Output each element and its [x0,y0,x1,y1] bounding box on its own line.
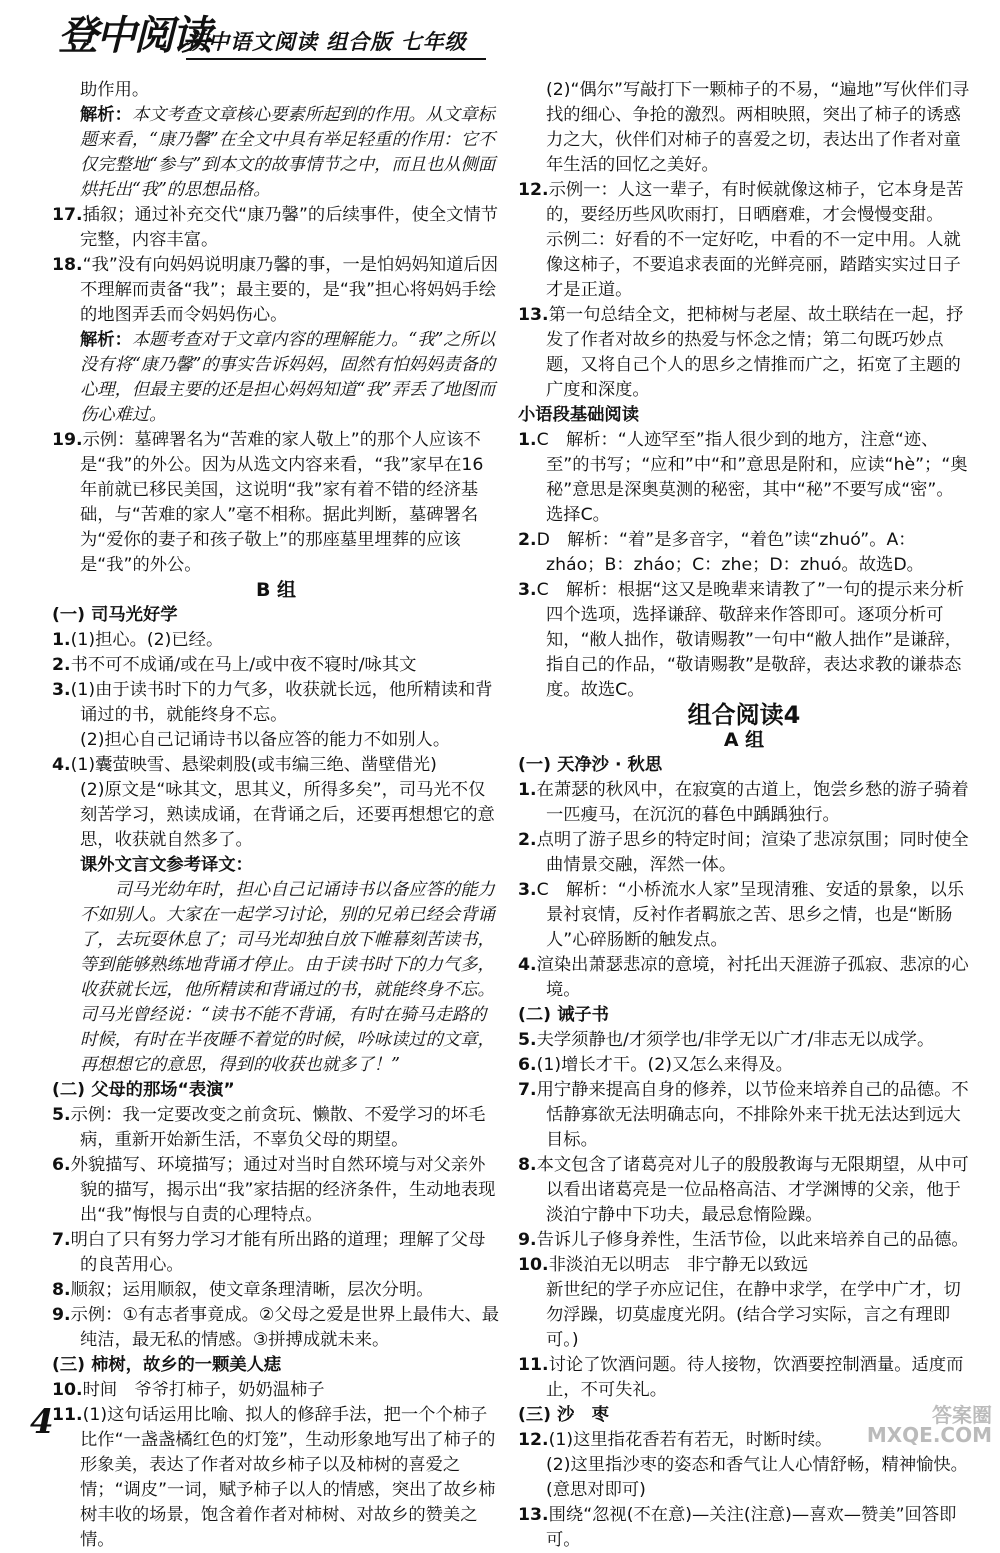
text: 第一句总结全文，把柿树与老屋、故土联结在一起，抒发了作者对故乡的热爱与怀念之情；第二句既巧妙点题，又将自己个人的思乡之情推而广之，拓宽了主题的广度和深度。 [546,305,964,400]
question-number: 3. [52,680,71,700]
section-heading [52,603,500,628]
text: 渲染出萧瑟悲凉的意境，衬托出天涯游子孤寂、悲凉的心境。 [536,955,969,1000]
text: (三) 柿树，故乡的一颗美人痣 [52,1355,282,1375]
question-answer [518,828,970,878]
question-number: 1. [52,630,71,650]
question-answer [52,678,500,728]
text: (一) 司马光好学 [52,605,178,625]
question-answer [518,953,970,1003]
question-number: 5. [518,1030,537,1050]
text: 本文包含了诸葛亮对儿子的殷殷教诲与无限期望，从中可以看出诸葛亮是一位品格高洁、才学渊博的父亲，他于淡泊宁静中下功夫，最忌怠惰险躁。 [536,1155,969,1225]
text: 本题考查对于文章内容的理解能力。“我”之所以没有将“康乃馨”的事实告诉妈妈，固然有怕妈妈责备的心理，但最主要的还是担心妈妈知道“我”弄丢了地图而伤心难过。 [80,330,496,425]
text: (1)这里指花香若有若无，时断时续。 [548,1430,833,1450]
text: (1)囊萤映雪、悬梁刺股(或韦编三绝、凿壁借光) [70,755,437,775]
text: 示例：我一定要改变之前贪玩、懒散、不爱学习的坏毛病，重新开始新生活，不辜负父母的期望。 [70,1105,486,1150]
text: (2)担心自己记诵诗书以备应答的能力不如别人。 [80,730,451,750]
answer-continuation [518,78,970,178]
text: “我”没有向妈妈说明康乃馨的事，一是怕妈妈知道后因不理解而责备“我”；最主要的，是“我”担心将妈妈手绘的地图弄丢而令妈妈伤心。 [80,255,499,325]
text: 插叙；通过补充交代“康乃馨”的后续事件，使全文情节完整，内容丰富。 [80,205,499,250]
text: (1)由于读书时下的力气多，收获就长远，他所精读和背诵过的书，就能终身不忘。 [70,680,493,725]
page-header [58,10,958,68]
text: (2)这里指沙枣的姿态和香气让人心情舒畅，精神愉快。(意思对即可) [546,1455,968,1500]
text: 明白了只有努力学习才能有所出路的道理；理解了父母的良苦用心。 [70,1230,486,1275]
translation-heading [52,853,500,878]
question-answer [518,778,970,828]
text: (二) 诫子书 [518,1005,609,1025]
section-heading [518,1003,970,1028]
question-answer [518,1153,970,1228]
book-title: 初中语文阅读 组合版 七年级 [186,29,467,54]
translation-text [52,878,500,1078]
text: 示例一：人这一辈子，有时候就像这柿子，它本身是苦的，要经历些风吹雨打，日晒磨难，才会慢慢变甜。 [546,180,964,225]
question-answer [52,253,500,328]
text: D 解析：“着”是多音字，“着色”读“zhuó”。A：zháo；B：zháo；C：zhe；D：zhuó。故选D。 [536,530,924,575]
text: 夫学须静也/才须学也/非学无以广才/非志无以成学。 [536,1030,935,1050]
right-column [518,78,970,1553]
question-answer [52,1228,500,1278]
question-number: 13. [518,1505,549,1525]
question-answer [518,578,970,703]
text: 司马光幼年时，担心自己记诵诗书以备应答的能力不如别人。大家在一起学习讨论，别的兄弟已经会背诵了，去玩耍休息了；司马光却独自放下帷幕刻苦读书，等到能够熟练地背诵才停止。由于读书时下的力气多，收获就长远，他所精读和背诵过的书，就能终身不忘。司马光曾经说：“读书不能不背诵，有时在骑马走路的时候，有时在半夜睡不着觉的时候，吟咏读过的文章，再想想它的意思，得到的收获也就多了！” [80,880,495,1075]
header-rule [186,58,486,60]
text: (2)原文是“咏其文，思其义，所得多矣”，司马光不仅刻苦学习，熟读成诵，在背诵之后，还要再想想它的意思，收获就自然多了。 [80,780,495,850]
question-number: 3. [518,880,537,900]
question-number: 11. [518,1355,549,1375]
text: (1)担心。(2)已经。 [70,630,224,650]
question-answer [518,303,970,403]
text: 课外文言文参考译文： [80,855,253,875]
text: 在萧瑟的秋风中，在寂寞的古道上，饱尝乡愁的游子骑着一匹瘦马，在沉沉的暮色中踽踽独行。 [536,780,969,825]
question-answer [518,528,970,578]
watermark [867,1405,992,1445]
text: 告诉儿子修身养性，生活节俭，以此来培养自己的品德。 [536,1230,969,1250]
question-number: 6. [52,1155,71,1175]
text: 讨论了饮酒问题。待人接物，饮酒要控制酒量。适度而止，不可失礼。 [546,1355,964,1400]
text: C 解析：“人迹罕至”指人很少到的地方，注意“迹、至”的书写；“应和”中“和”意思是附和，应读“hè”；“奥秘”意思是深奥莫测的秘密，其中“秘”不要写成“密”。选择C。 [536,430,968,525]
section-heading [518,753,970,778]
question-answer [52,753,500,778]
left-column [52,78,500,1553]
text: 示例二：好看的不一定好吃，中看的不一定中用。人就像这柿子，不要追求表面的光鲜亮丽，踏踏实实过日子才是正道。 [546,230,961,300]
question-number: 17. [52,205,83,225]
text: 示例：墓碑署名为“苦难的家人敬上”的那个人应该不是“我”的外公。因为从选文内容来看，“我”家早在16年前就已移民美国，这说明“我”家有着不错的经济基础，与“苦难的家人”毫不相称。据此判断，墓碑署名为“爱你的妻子和孩子敬上”的那座墓里埋葬的应该是“我”的外公。 [80,430,484,575]
question-answer [52,1403,500,1553]
question-number: 8. [52,1280,71,1300]
text: 时间 爷爷打柿子，奶奶温柿子 [82,1380,325,1400]
text: 新世纪的学子亦应记住，在静中求学，在学中广才，切勿浮躁，切莫虚度光阴。(结合学习实际，言之有理即可。) [546,1280,961,1350]
text: 示例：①有志者事竟成。②父母之爱是世界上最伟大、最纯洁，最无私的情感。③拼搏成就未来。 [70,1305,500,1350]
question-answer [52,653,500,678]
text: (2)“偶尔”写敲打下一颗柿子的不易，“遍地”写伙伴们寻找的细心、争抢的激烈。两相映照，突出了柿子的诱惑力之大，伙伴们对柿子的喜爱之切，表达出了作者对童年生活的回忆之美好。 [546,80,970,175]
question-answer [52,1378,500,1403]
question-answer [518,1253,970,1278]
text: C 解析：“小桥流水人家”呈现清雅、安适的景象，以乐景衬哀情，反衬作者羁旅之苦、思乡之情，也是“断肠人”心碎肠断的触发点。 [536,880,965,950]
question-number: 18. [52,255,83,275]
text: B 组 [255,579,297,601]
question-number: 12. [518,1430,549,1450]
question-answer [518,1078,970,1153]
watermark-text: 答案圈 MXQE.COM [866,1403,992,1447]
question-number: 4. [518,955,537,975]
section-heading [52,1353,500,1378]
answer-continuation [518,1278,970,1353]
question-answer [52,203,500,253]
question-number: 9. [52,1305,71,1325]
question-number: 4. [52,755,71,775]
text: 点明了游子思乡的特定时间；渲染了悲凉氛围；同时使全曲情景交融，浑然一体。 [536,830,969,875]
part-heading [518,703,970,728]
question-answer [518,1028,970,1053]
section-heading [52,1078,500,1103]
question-answer [518,1503,970,1553]
question-number: 5. [52,1105,71,1125]
explanation-label: 解析： [80,105,132,125]
question-number: 8. [518,1155,537,1175]
question-number: 1. [518,430,537,450]
question-answer [52,1278,500,1303]
answer-continuation [52,778,500,853]
text: (1)这句话运用比喻、拟人的修辞手法，把一个个柿子比作“一盏盏橘红色的灯笼”，生动形象地写出了柿子的形象美，表达了作者对故乡柿子以及柿树的喜爱之情；“调皮”一词，赋予柿子以人的情感，突出了故乡柿树丰收的场景，饱含着作者对柿树、对故乡的赞美之情。 [80,1405,496,1550]
group-heading [518,728,970,753]
text: A 组 [723,729,765,751]
text: C 解析：根据“这又是晚辈来请教了”一句的提示来分析四个选项，选择谦辞、敬辞来作答即可。逐项分析可知，“敝人拙作，敬请赐教”一句中“敝人拙作”是谦辞，指自己的作品，“敬请赐教”是敬辞，表达求教的谦恭态度。故选C。 [536,580,965,700]
text: (三) 沙 枣 [518,1405,609,1425]
question-number: 7. [52,1230,71,1250]
question-number: 13. [518,305,549,325]
text: (1)增长才干。(2)又怎么来得及。 [536,1055,793,1075]
question-number: 2. [52,655,71,675]
section-heading [518,403,970,428]
page-number: 4 [30,1402,54,1442]
question-answer [518,178,970,228]
question-answer [52,1153,500,1228]
answer-continuation [518,1453,970,1503]
question-number: 12. [518,180,549,200]
text: 非淡泊无以明志 非宁静无以致远 [548,1255,808,1275]
text: 书不可不成诵/或在马上/或中夜不寝时/咏其文 [70,655,417,675]
question-number: 2. [518,830,537,850]
question-number: 7. [518,1080,537,1100]
question-answer [52,1303,500,1353]
question-number: 19. [52,430,83,450]
explanation [52,328,500,428]
question-answer [52,1103,500,1153]
question-answer [518,878,970,953]
group-heading [52,578,500,603]
text: 组合阅读4 [687,701,801,729]
question-number: 10. [518,1255,549,1275]
explanation-label: 解析： [80,330,132,350]
question-answer [518,1353,970,1403]
brand-logo: 登中阅读 [58,12,210,59]
answer-continuation [52,728,500,753]
question-answer [52,628,500,653]
text: (二) 父母的那场“表演” [52,1080,235,1100]
text: 本文考查文章核心要素所起到的作用。从文章标题来看，“康乃馨”在全文中具有举足轻重的作用：它不仅完整地“参与”到本文的故事情节之中，而且也从侧面烘托出“我”的思想品格。 [80,105,496,200]
question-number: 1. [518,780,537,800]
explanation [52,103,500,203]
question-number: 6. [518,1055,537,1075]
question-number: 9. [518,1230,537,1250]
question-number: 2. [518,530,537,550]
question-number: 3. [518,580,537,600]
answer-continuation [518,228,970,303]
answer-continuation [52,78,500,103]
text: 外貌描写、环境描写；通过对当时自然环境与对父亲外貌的描写，揭示出“我”家拮据的经济条件，生动地表现出“我”悔恨与自责的心理特点。 [70,1155,496,1225]
text: 助作用。 [80,80,150,100]
question-number: 10. [52,1380,83,1400]
question-answer [52,428,500,578]
question-answer [518,1053,970,1078]
question-answer [518,1228,970,1253]
text: (一) 天净沙 · 秋思 [518,755,663,775]
text: 围绕“忽视(不在意)—关注(注意)—喜欢—赞美”回答即可。 [546,1505,957,1550]
text: 顺叙；运用顺叙，使文章条理清晰，层次分明。 [70,1280,434,1300]
text: 用宁静来提高自身的修养，以节俭来培养自己的品德。不恬静寡欲无法明确志向，不排除外来干扰无法达到远大目标。 [536,1080,969,1150]
question-answer [518,428,970,528]
text: 小语段基础阅读 [518,405,639,425]
question-number: 11. [52,1405,83,1425]
